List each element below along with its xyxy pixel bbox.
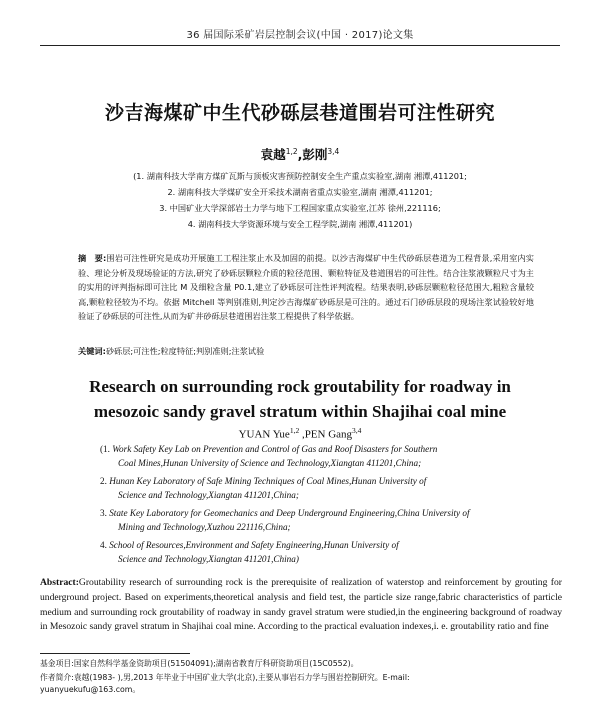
chinese-abstract-text: 围岩可注性研究是成功开展施工工程注浆止水及加固的前提。以沙吉海煤矿中生代砂砾层巷道为工程背景,采用室内实验、理论分析及现场验证的方法,研究了砂砾层颗粒介质的粒径范围、颗粒特征及巷道围岩的可注性。结合注浆液颗粒尺寸为主的实用的评判指标即可注比 M 及细粒含量 P0.1,建立了砂砾层可注性评判流程。结果表明,砂砾层颗粒粒径范围大,粗粒含量较高,颗粒粒径较为不均。依据 Mitchell 等判别准则,判定沙吉海煤矿砂砾层是可注的。通过石门砂砾层段的现场注浆试验较好地验证了砂砾层的可注性,从而为矿井砂砾层巷道围岩注浆工程提供了科学依据。: [78, 253, 534, 322]
chinese-affiliation-4: 4. 湖南科技大学资源环境与安全工程学院,湖南 湘潭,411201): [187, 219, 413, 229]
english-title: Research on surrounding rock groutability for roadway in mesozoic sandy gravel stratum within Shajihai coal mine: [89, 377, 511, 421]
english-authors: [0, 426, 600, 441]
footnote-email: yuanyuekufu@163.com。: [40, 685, 141, 694]
author-yuan-affil: 1,2: [285, 146, 298, 156]
english-abstract: [40, 576, 562, 635]
footnote-rule: [40, 653, 190, 654]
affil-number: (1.: [100, 444, 113, 454]
english-abstract-text: Groutability research of surrounding rock is the prerequisite of realization of waterstop and reinforcement by grouting for underground project. Based on experiments,theoretical analysis and field test, the particle size range,fabric characteristics of particle medium and surrounding rock groutability of roadway in sandy gravel stratum were studied,in the engineering background of roadway in Mesozoic sandy gravel stratum in Shajihai coal mine. According to the practical evaluation indexes,i. e. groutability ratio and fine: [40, 577, 562, 633]
chinese-authors: [0, 145, 600, 163]
affil-line-continued: Mining and Technology,Xuzhou 221116,China;: [118, 521, 291, 532]
running-head: 36 届国际采矿岩层控制会议(中国 · 2017)论文集: [186, 30, 414, 41]
chinese-title: 沙吉海煤矿中生代砂砾层巷道围岩可注性研究: [104, 102, 495, 124]
author-peng: 彭刚: [302, 147, 328, 162]
affil-line: Hunan Key Laboratory of Safe Mining Techniques of Coal Mines,Hunan University of: [109, 476, 427, 486]
chinese-keywords-text: 砂砾层;可注性;粒度特征;判别准则;注浆试验: [105, 346, 265, 356]
affil-line-continued: Science and Technology,Xiangtan 411201,China;: [118, 489, 299, 500]
footnote-author-text: 作者简介:袁越(1983- ),男,2013 年毕业于中国矿业大学(北京),主要从事岩石力学与围岩控制研究。E-mail:: [40, 673, 410, 682]
affil-line: School of Resources,Environment and Safety Engineering,Hunan University of: [109, 540, 399, 550]
affil-line: Work Safety Key Lab on Prevention and Control of Gas and Roof Disasters for Southern: [112, 444, 438, 454]
footnote-author-info: [40, 672, 562, 696]
chinese-affiliation-2: 2. 湖南科技大学煤矿安全开采技术湖南省重点实验室,湖南 湘潭,411201;: [167, 187, 433, 197]
chinese-affiliation-1: (1. 湖南科技大学南方煤矿瓦斯与顶板灾害预防控制安全生产重点实验室,湖南 湘潭,411201;: [133, 171, 467, 181]
english-author2-affil: 3,4: [352, 426, 362, 435]
chinese-keywords: [78, 346, 534, 357]
affil-line-continued: Coal Mines,Hunan University of Science and Technology,Xiangtan 411201,China;: [118, 457, 422, 468]
author-separator: ,: [297, 147, 303, 162]
affil-number: 4.: [100, 540, 110, 550]
author-peng-affil: 3,4: [327, 146, 340, 156]
affil-line: State Key Laboratory for Geomechanics and Deep Underground Engineering,China University of: [109, 508, 470, 518]
english-affiliation-3: [100, 507, 530, 534]
chinese-keywords-label: 关键词:: [78, 346, 106, 356]
header-rule: [40, 45, 560, 46]
author-yuan: 袁越: [260, 147, 286, 162]
english-affiliation-1: [100, 443, 530, 470]
english-affiliation-4: [100, 539, 530, 566]
affil-line-continued: Science and Technology,Xiangtan 411201,China): [118, 553, 299, 564]
chinese-affiliation-3: 3. 中国矿业大学深部岩土力学与地下工程国家重点实验室,江苏 徐州,221116;: [159, 203, 441, 213]
english-author1-affil: 1,2: [289, 426, 300, 435]
english-author-prefix: YUAN Yue: [238, 428, 290, 441]
chinese-abstract: [78, 251, 534, 324]
english-author-middle: ,PEN Gang: [299, 428, 353, 441]
affil-number: 3.: [100, 508, 110, 518]
english-affiliation-2: [100, 475, 530, 502]
english-abstract-label: Abstract:: [40, 577, 79, 588]
chinese-abstract-label: 摘 要:: [78, 253, 107, 263]
affil-number: 2.: [100, 476, 110, 486]
footnote-fund: 基金项目:国家自然科学基金资助项目(51504091);湖南省教育厅科研资助项目(15C0552)。: [40, 659, 359, 668]
